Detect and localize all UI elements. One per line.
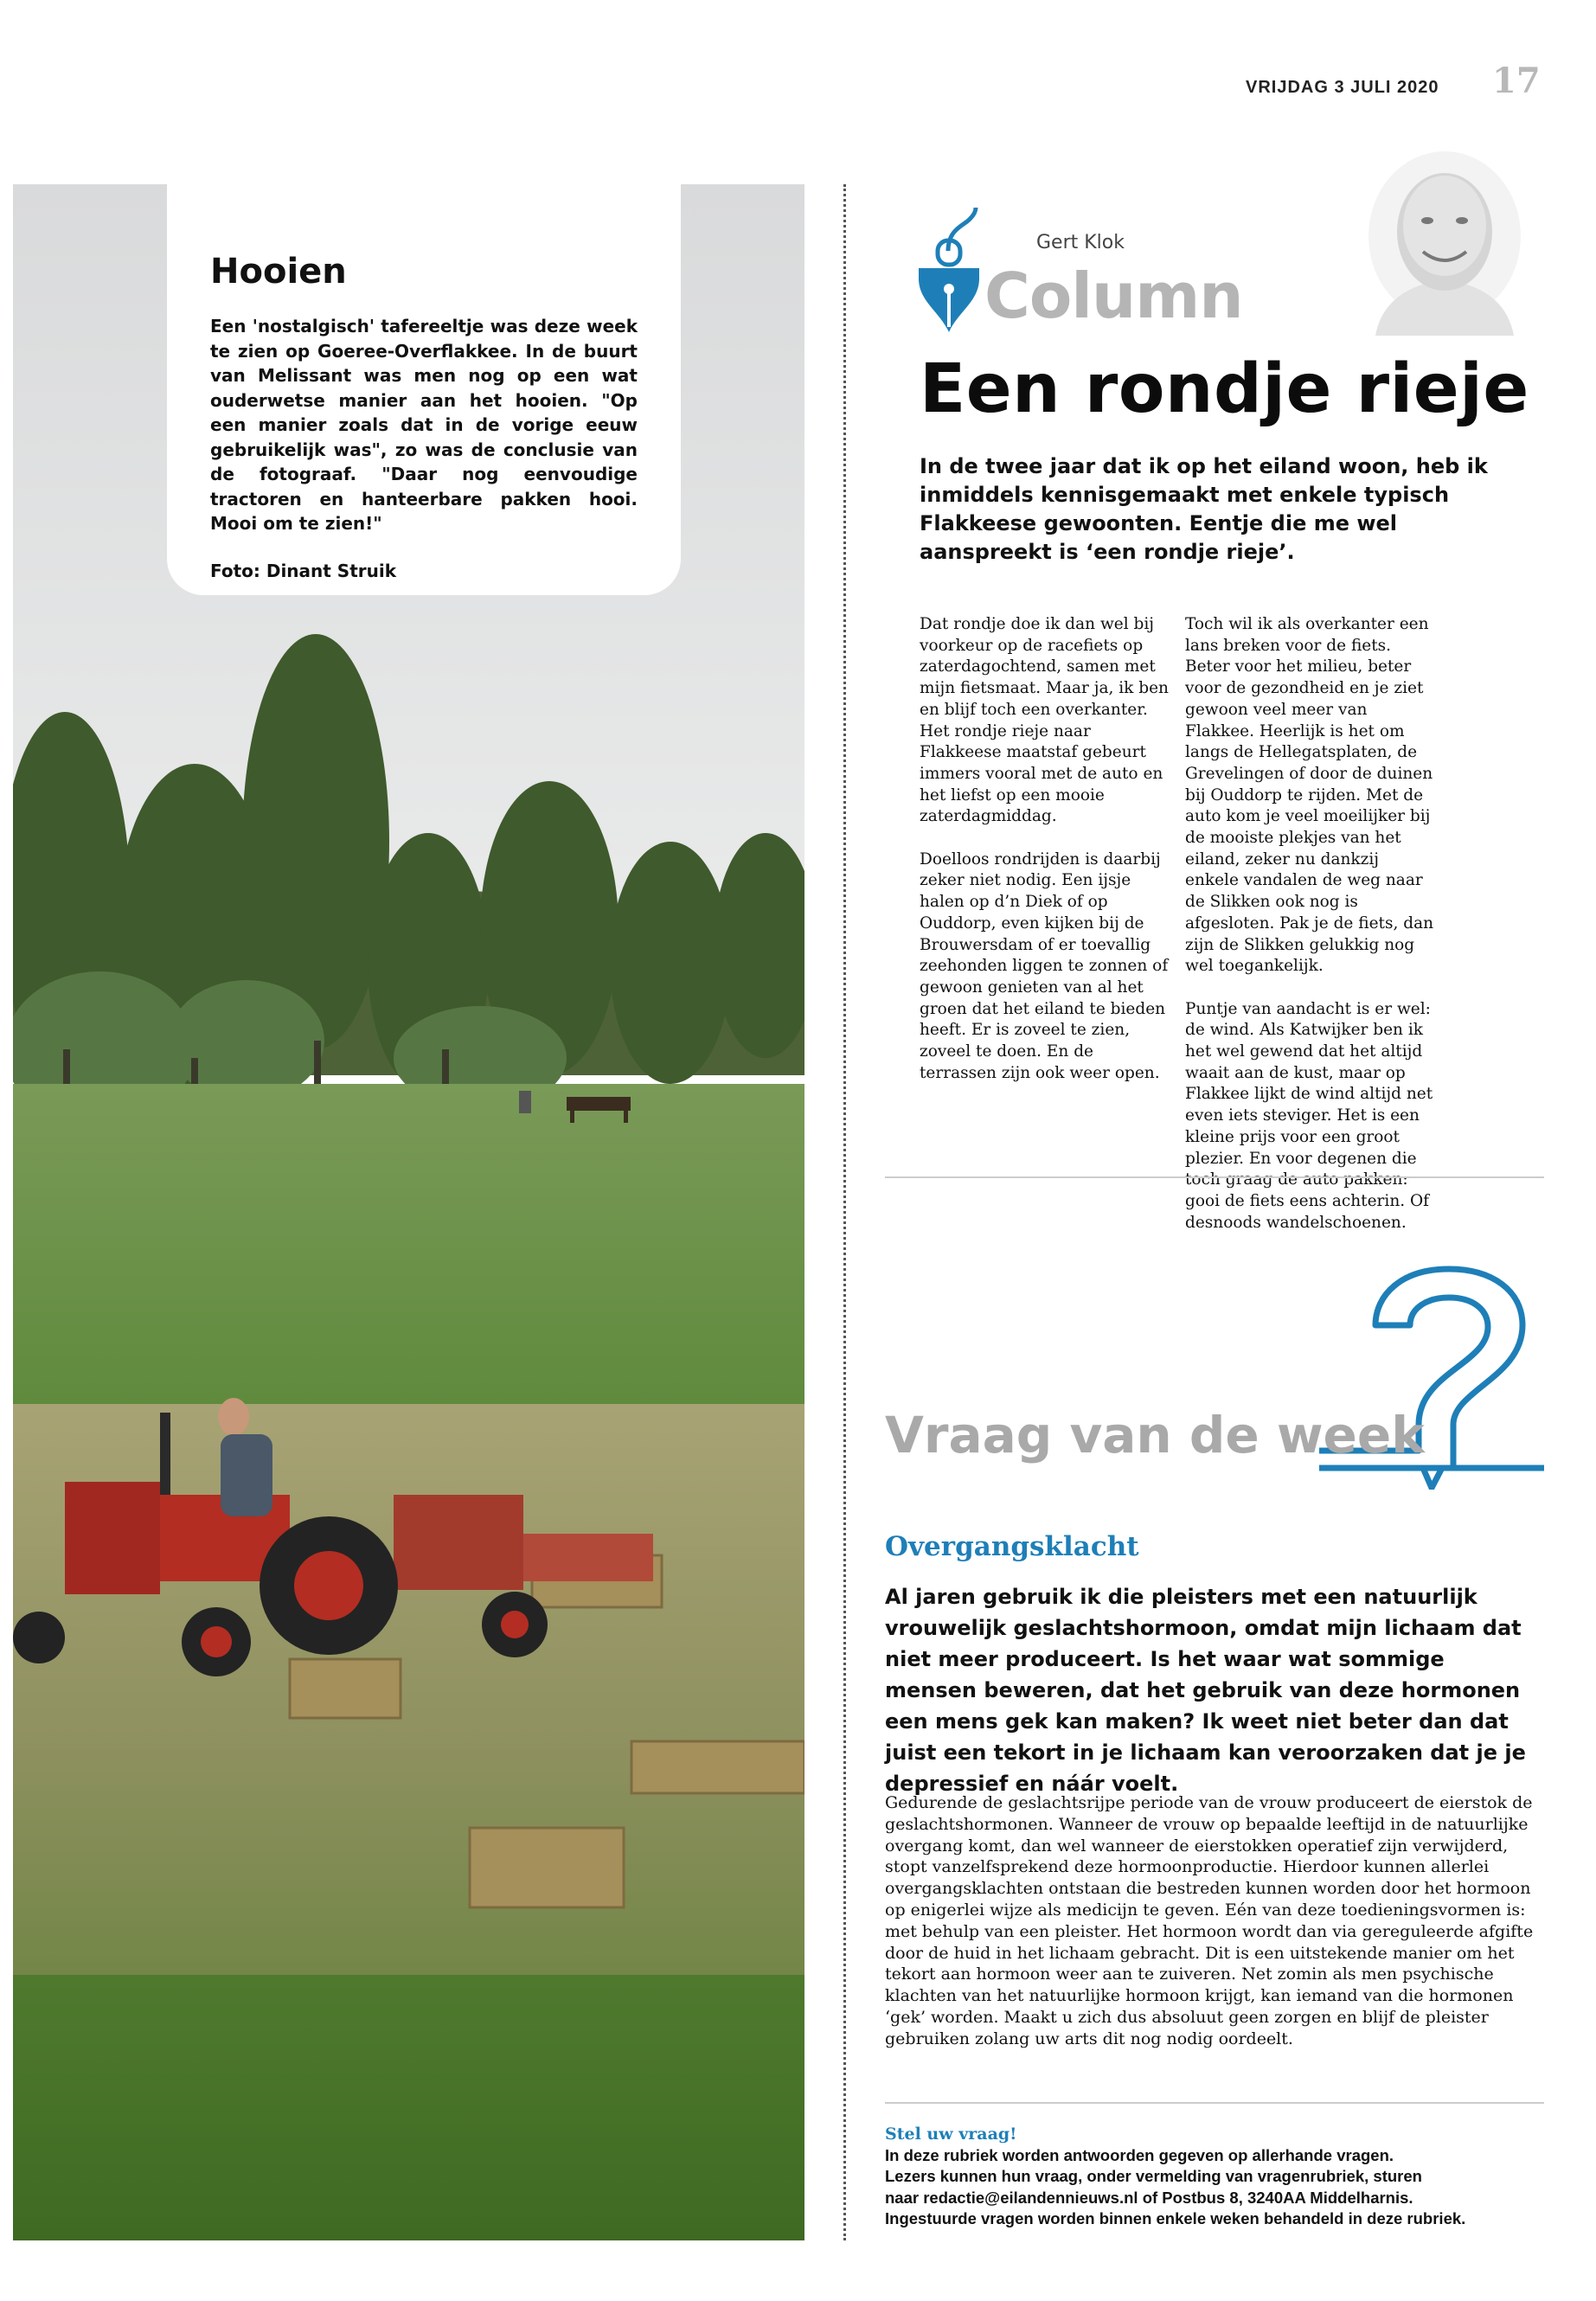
column-lead: In de twee jaar dat ik op het eiland woon, heb ik inmiddels kennisgemaakt met enkele typisch Flakkeese gewoonten. Eentje die me wel aanspreekt is ‘een rondje rieje’.	[920, 454, 1488, 564]
column-headline: Een rondje rieje	[920, 350, 1529, 428]
author-portrait	[1367, 150, 1522, 336]
column-text-right	[1185, 614, 1436, 1234]
fountain-pen-mouse-icon	[915, 206, 983, 334]
vraag-subtitle: Overgangsklacht	[885, 1531, 1139, 1562]
submit-question-title: Stel uw vraag!	[885, 2125, 1017, 2144]
photo-credit: Foto: Dinant Struik	[210, 560, 397, 581]
submit-question-line: naar redactie@eilandennieuws.nl of Postbus 8, 3240AA Middelharnis.	[885, 2188, 1413, 2207]
column-label: Column	[984, 260, 1243, 332]
submit-question-line: Ingestuurde vragen worden binnen enkele weken behandeld in deze rubriek.	[885, 2209, 1466, 2227]
column-divider	[843, 184, 846, 2240]
column-paragraph: Doelloos rondrijden is daarbij zeker niet nodig. Een ijsje halen op d’n Diek of op Ouddorp, even kijken bij de Brouwersdam of er toevallig zeehonden liggen te zonnen of gewoon genieten van al het groen dat het eiland te bieden heeft. Er is zoveel te zien, zoveel te doen. En de terrassen zijn ook weer open.	[920, 849, 1169, 1082]
caption-title: Hooien	[210, 252, 347, 292]
photo-caption-box	[167, 184, 681, 595]
column-author: Gert Klok	[1036, 232, 1125, 253]
page-number: 17	[1492, 61, 1541, 101]
column-text-left	[920, 614, 1170, 1084]
submit-question-line: In deze rubriek worden antwoorden gegeven op allerhande vragen.	[885, 2145, 1394, 2164]
column-paragraph: Dat rondje doe ik dan wel bij voorkeur op de racefiets op zaterdagochtend, samen met mijn fietsmaat. Maar ja, ik ben en blijf toch een overkanter. Het rondje rieje naar Flakkeese maatstaf gebeurt immers vooral met de auto en het liefst op een mooie zaterdagmiddag.	[920, 615, 1169, 826]
submit-question-line: Lezers kunnen hun vraag, onder vermelding van vragenrubriek, sturen	[885, 2167, 1422, 2185]
caption-body: Een 'nostalgisch' tafereeltje was deze week te zien op Goeree-Overflakkee. In de buurt van Melissant was men nog op een wat ouderwetse manier aan het hooien. "Op een manier zoals dat in de vorige eeuw gebruikelijk was", zo was de conclusie van de fotograaf. "Daar nog eenvoudige tractoren en hanteerbare pakken hooi. Mooi om te zien!"	[210, 316, 638, 534]
vraag-question: Al jaren gebruik ik die pleisters met een natuurlijk vrouwelijk geslachtshormoon, omdat mijn lichaam dat niet meer produceert. Is het waar wat sommige mensen beweren, dat het gebruik van deze hormonen een mens gek kan maken? Ik weet niet beter dan dat juist een tekort in je lichaam kan veroorzaken dat je je depressief en náár voelt.	[885, 1585, 1526, 1796]
issue-date: VRIJDAG 3 JULI 2020	[1246, 78, 1439, 97]
column-paragraph: Toch wil ik als overkanter een lans breken voor de fiets. Beter voor het milieu, beter voor de gezondheid en je ziet gewoon veel meer van Flakkee. Heerlijk is het om langs de Hellegatsplaten, de Grevelingen of door de duinen bij Ouddorp te rijden. Met de auto kom je veel moeilijker bij de mooiste plekjes van het eiland, zeker nu dankzij enkele vandalen de weg naar de Slikken ook nog is afgesloten. Pak je de fiets, dan zijn de Slikken gelukkig nog wel toegankelijk.	[1185, 615, 1434, 976]
vraag-answer: Gedurende de geslachtsrijpe periode van de vrouw produceert de eierstok de geslachtshormonen. Wanneer de vrouw op bepaalde leeftijd in de natuurlijke overgang komt, dan wel wanneer de eierstokken operatief zijn verwijderd, stopt vanzelfsprekend deze hormoonproductie. Hierdoor kunnen allerlei overgangsklachten ontstaan die bestreden kunnen worden door het hormoon op enigerlei wijze als medicijn te geven. Eén van deze toedieningsvormen is: met behulp van een pleister. Het hormoon wordt dan via gereguleerde afgifte door de huid in het lichaam gebracht. Dit is een uitstekende manier om het tekort aan hormoon weer aan te zuiveren. Net zomin als men psychische klachten van het natuurlijke hormoon krijgt, kan iemand van die hormonen ‘gek’ worden. Maakt u zich dus absoluut geen zorgen en blijf de pleister gebruiken zolang uw arts dit nog nodig oordeelt.	[885, 1793, 1534, 2048]
vraag-section-title: Vraag van de week	[885, 1406, 1425, 1465]
section-divider	[885, 2102, 1544, 2104]
section-divider	[885, 1176, 1544, 1178]
column-paragraph: Puntje van aandacht is er wel: de wind. Als Katwijker ben ik het wel gewend dat het altijd waait aan de kust, maar op Flakkee lijkt de wind altijd net even iets steviger. Het is een kleine prijs voor een groot plezier. En voor degenen die toch graag de auto pakken: gooi de fiets eens achterin. Of desnoods wandelschoenen.	[1185, 999, 1433, 1232]
submit-question-box	[885, 2124, 1568, 2230]
